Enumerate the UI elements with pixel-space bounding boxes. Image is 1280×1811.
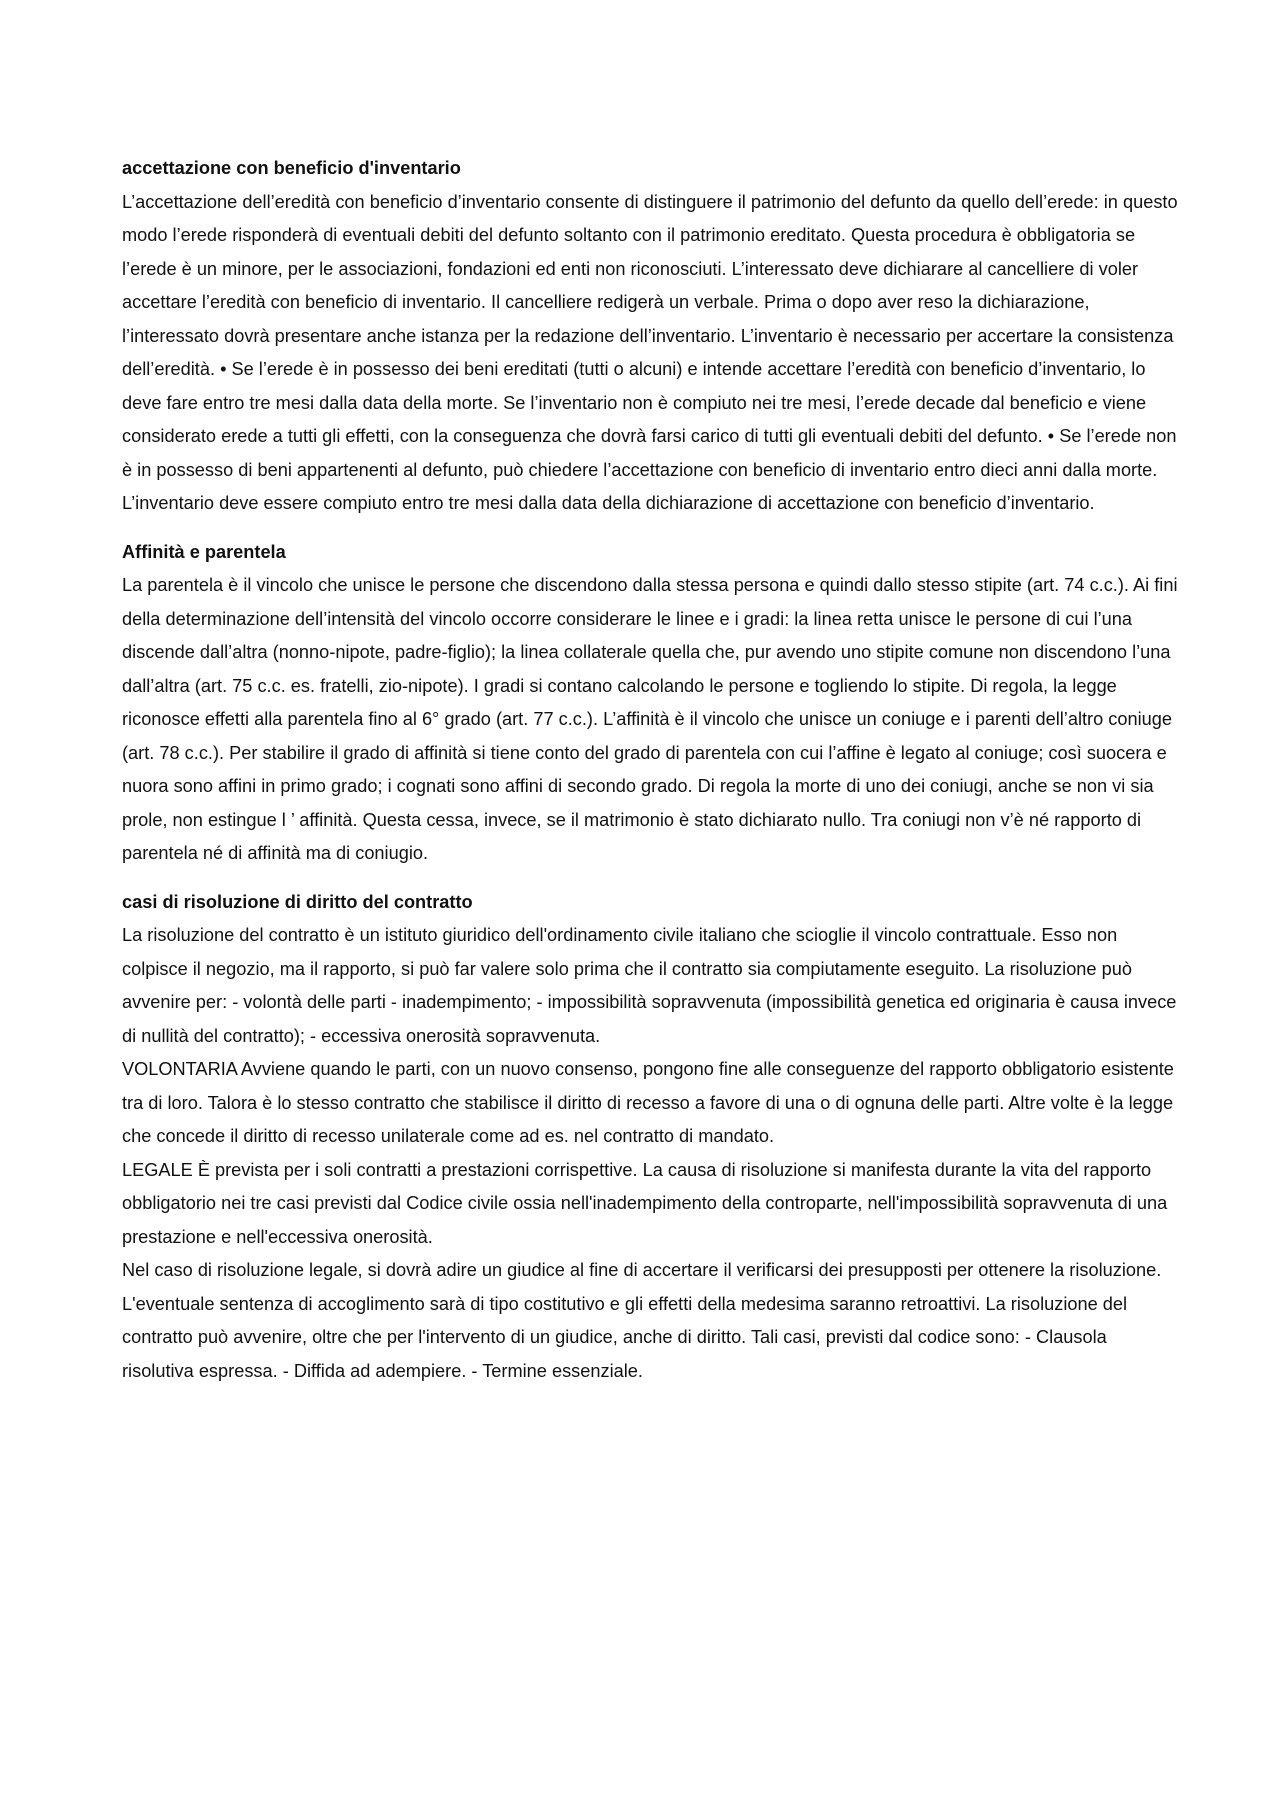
section-paragraph: VOLONTARIA Avviene quando le parti, con un nuovo consenso, pongono fine alle conseguenze del rapporto obbligatorio esistente tra di loro. Talora è lo stesso contratto che stabilisce il diritto di recesso a favore di una o di ognuna delle parti. Altre volte è la legge che concede il diritto di recesso unilaterale come ad es. nel contratto di mandato.	[122, 1059, 1174, 1146]
section-paragraph: La parentela è il vincolo che unisce le persone che discendono dalla stessa persona e quindi dallo stesso stipite (art. 74 c.c.). Ai fini della determinazione dell’intensità del vincolo occorre considerare le linee e i gradi: la linea retta unisce le persone di cui l’una discende dall’altra (nonno-nipote, padre-figlio); la linea collaterale quella che, pur avendo uno stipite comune non discendono l’una dall’altra (art. 75 c.c. es. fratelli, zio-nipote). I gradi si contano calcolando le persone e togliendo lo stipite. Di regola, la legge riconosce effetti alla parentela fino al 6° grado (art. 77 c.c.). L’affinità è il vincolo che unisce un coniuge e i parenti dell’altro coniuge (art. 78 c.c.). Per stabilire il grado di affinità si tiene conto del grado di parentela con cui l’affine è legato al coniuge; così suocera e nuora sono affini in primo grado; i cognati sono affini di secondo grado. Di regola la morte di uno dei coniugi, anche se non vi sia prole, non estingue l ’ affinità. Questa cessa, invece, se il matrimonio è stato dichiarato nullo. Tra coniugi non v’è né rapporto di parentela né di affinità ma di coniugio.	[122, 575, 1178, 863]
section-paragraph: LEGALE È prevista per i soli contratti a prestazioni corrispettive. La causa di risoluzione si manifesta durante la vita del rapporto obbligatorio nei tre casi previsti dal Codice civile ossia nell'inadempimento della controparte, nell'impossibilità sopravvenuta di una prestazione e nell'eccessiva onerosità.	[122, 1159, 1168, 1247]
section-heading: casi di risoluzione di diritto del contratto	[122, 891, 473, 912]
document-page	[122, 152, 1182, 1403]
section-affinita-parentela	[122, 536, 1182, 871]
section-beneficio-inventario	[122, 152, 1182, 521]
section-paragraph: L’accettazione dell’eredità con beneficio d’inventario consente di distinguere il patrimonio del defunto da quello dell’erede: in questo modo l’erede risponderà di eventuali debiti del defunto soltanto con il patrimonio ereditato. Questa procedura è obbligatoria se l’erede è un minore, per le associazioni, fondazioni ed enti non riconosciuti. L’interessato deve dichiarare al cancelliere di voler accettare l’eredità con beneficio di inventario. Il cancelliere redigerà un verbale. Prima o dopo aver reso la dichiarazione, l’interessato dovrà presentare anche istanza per la redazione dell’inventario. L’inventario è necessario per accertare la consistenza dell’eredità. • Se l’erede è in possesso dei beni ereditati (tutti o alcuni) e intende accettare l’eredità con beneficio d’inventario, lo deve fare entro tre mesi dalla data della morte. Se l’inventario non è compiuto nei tre mesi, l’erede decade dal beneficio e viene considerato erede a tutti gli effetti, con la conseguenza che dovrà farsi carico di tutti gli eventuali debiti del defunto. • Se l’erede non è in possesso di beni appartenenti al defunto, può chiedere l’accettazione con beneficio di inventario entro dieci anni dalla morte. L’inventario deve essere compiuto entro tre mesi dalla data della dichiarazione di accettazione con beneficio d’inventario.	[122, 191, 1178, 513]
section-heading: Affinità e parentela	[122, 541, 286, 562]
section-heading: accettazione con beneficio d'inventario	[122, 158, 461, 178]
section-risoluzione-contratto	[122, 886, 1182, 1389]
section-paragraph: La risoluzione del contratto è un istituto giuridico dell'ordinamento civile italiano che scioglie il vincolo contrattuale. Esso non colpisce il negozio, ma il rapporto, si può far valere solo prima che il contratto sia compiutamente eseguito. La risoluzione può avvenire per: - volontà delle parti - inadempimento; - impossibilità sopravvenuta (impossibilità genetica ed originaria è causa invece di nullità del contratto); - eccessiva onerosità sopravvenuta.	[122, 925, 1177, 1046]
section-paragraph: Nel caso di risoluzione legale, si dovrà adire un giudice al fine di accertare il verificarsi dei presupposti per ottenere la risoluzione. L'eventuale sentenza di accoglimento sarà di tipo costitutivo e gli effetti della medesima saranno retroattivi. La risoluzione del contratto può avvenire, oltre che per l'intervento di un giudice, anche di diritto. Tali casi, previsti dal codice sono: - Clausola risolutiva espressa. - Diffida ad adempiere. - Termine essenziale.	[122, 1260, 1162, 1381]
